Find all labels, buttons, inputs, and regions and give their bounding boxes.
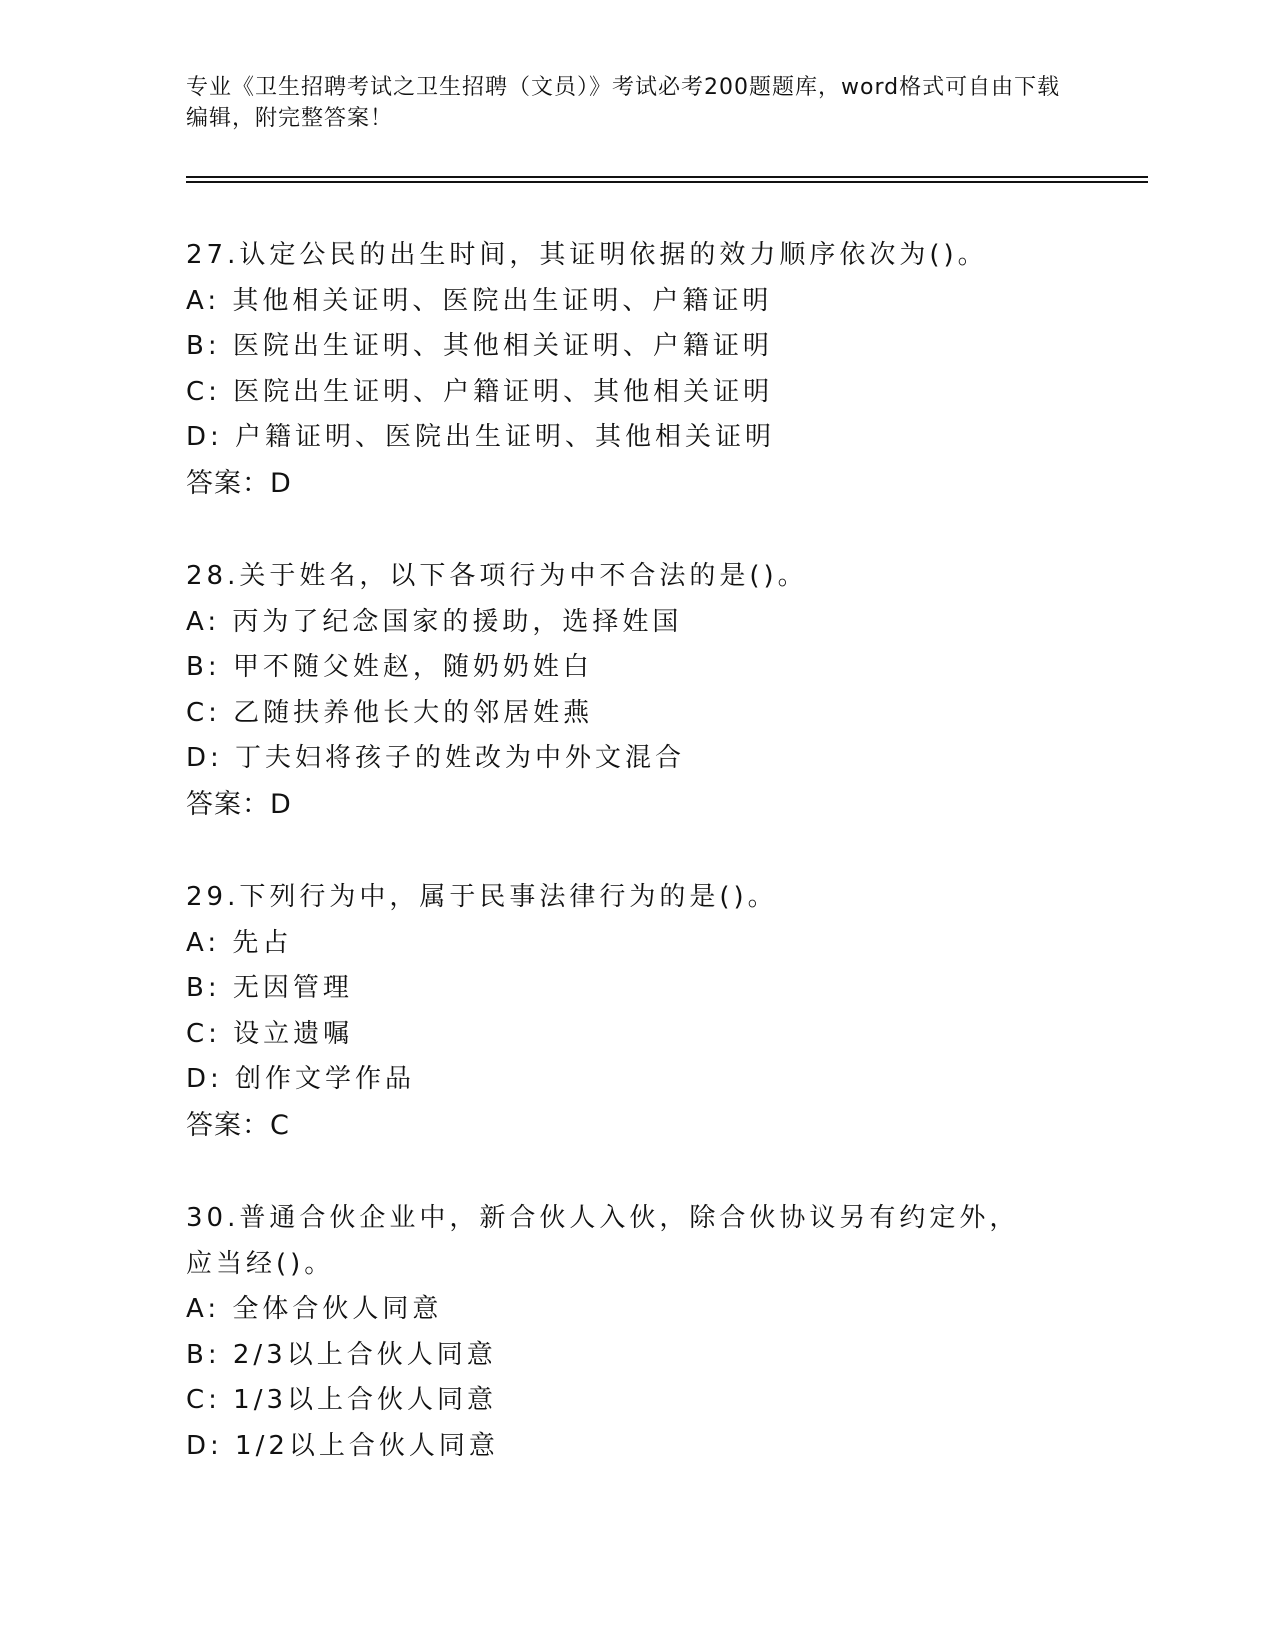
- answer: 答案：C: [186, 1109, 290, 1141]
- option-c: C: 1/3以上合伙人同意: [186, 1385, 498, 1415]
- option-b: B: 无因管理: [186, 973, 353, 1003]
- option-b: B: 2/3以上合伙人同意: [186, 1339, 497, 1370]
- header-rule-bottom: [186, 181, 1148, 183]
- answer: 答案：D: [186, 788, 292, 820]
- option-a: A: 丙为了纪念国家的援助，选择姓国: [186, 606, 683, 637]
- option-c: C: 设立遗嘱: [186, 1018, 354, 1049]
- option-a: A: 全体合伙人同意: [186, 1294, 443, 1324]
- question-stem: 30.普通合伙企业中，新合伙人入伙，除合伙协议另有约定外，应当经()。: [186, 1203, 1020, 1279]
- question-28: [186, 554, 1086, 827]
- option-a: A: 其他相关证明、医院出生证明、户籍证明: [186, 285, 773, 316]
- option-c: C: 医院出生证明、户籍证明、其他相关证明: [186, 376, 774, 407]
- option-b: B: 甲不随父姓赵，随奶奶姓白: [186, 652, 593, 682]
- header-rule-top: [186, 176, 1148, 178]
- option-d: D: 创作文学作品: [186, 1064, 416, 1094]
- question-30: [186, 1196, 1086, 1469]
- question-29: [186, 875, 1086, 1148]
- answer: 答案：D: [186, 467, 292, 499]
- question-stem: 27.认定公民的出生时间，其证明依据的效力顺序依次为()。: [186, 240, 988, 270]
- question-stem: 29.下列行为中，属于民事法律行为的是()。: [186, 882, 778, 912]
- option-d: D: 丁夫妇将孩子的姓改为中外文混合: [186, 743, 686, 773]
- option-c: C: 乙随扶养他长大的邻居姓燕: [186, 697, 594, 728]
- question-stem: 28.关于姓名，以下各项行为中不合法的是()。: [186, 561, 808, 591]
- option-d: D: 户籍证明、医院出生证明、其他相关证明: [186, 422, 776, 452]
- document-header: 专业《卫生招聘考试之卫生招聘（文员）》考试必考200题题库，word格式可自由下载编辑，附完整答案！: [186, 75, 1061, 131]
- question-27: [186, 233, 1086, 506]
- option-a: A: 先占: [186, 927, 293, 958]
- question-list: [186, 233, 1086, 1517]
- option-b: B: 医院出生证明、其他相关证明、户籍证明: [186, 331, 773, 361]
- option-d: D: 1/2以上合伙人同意: [186, 1430, 499, 1461]
